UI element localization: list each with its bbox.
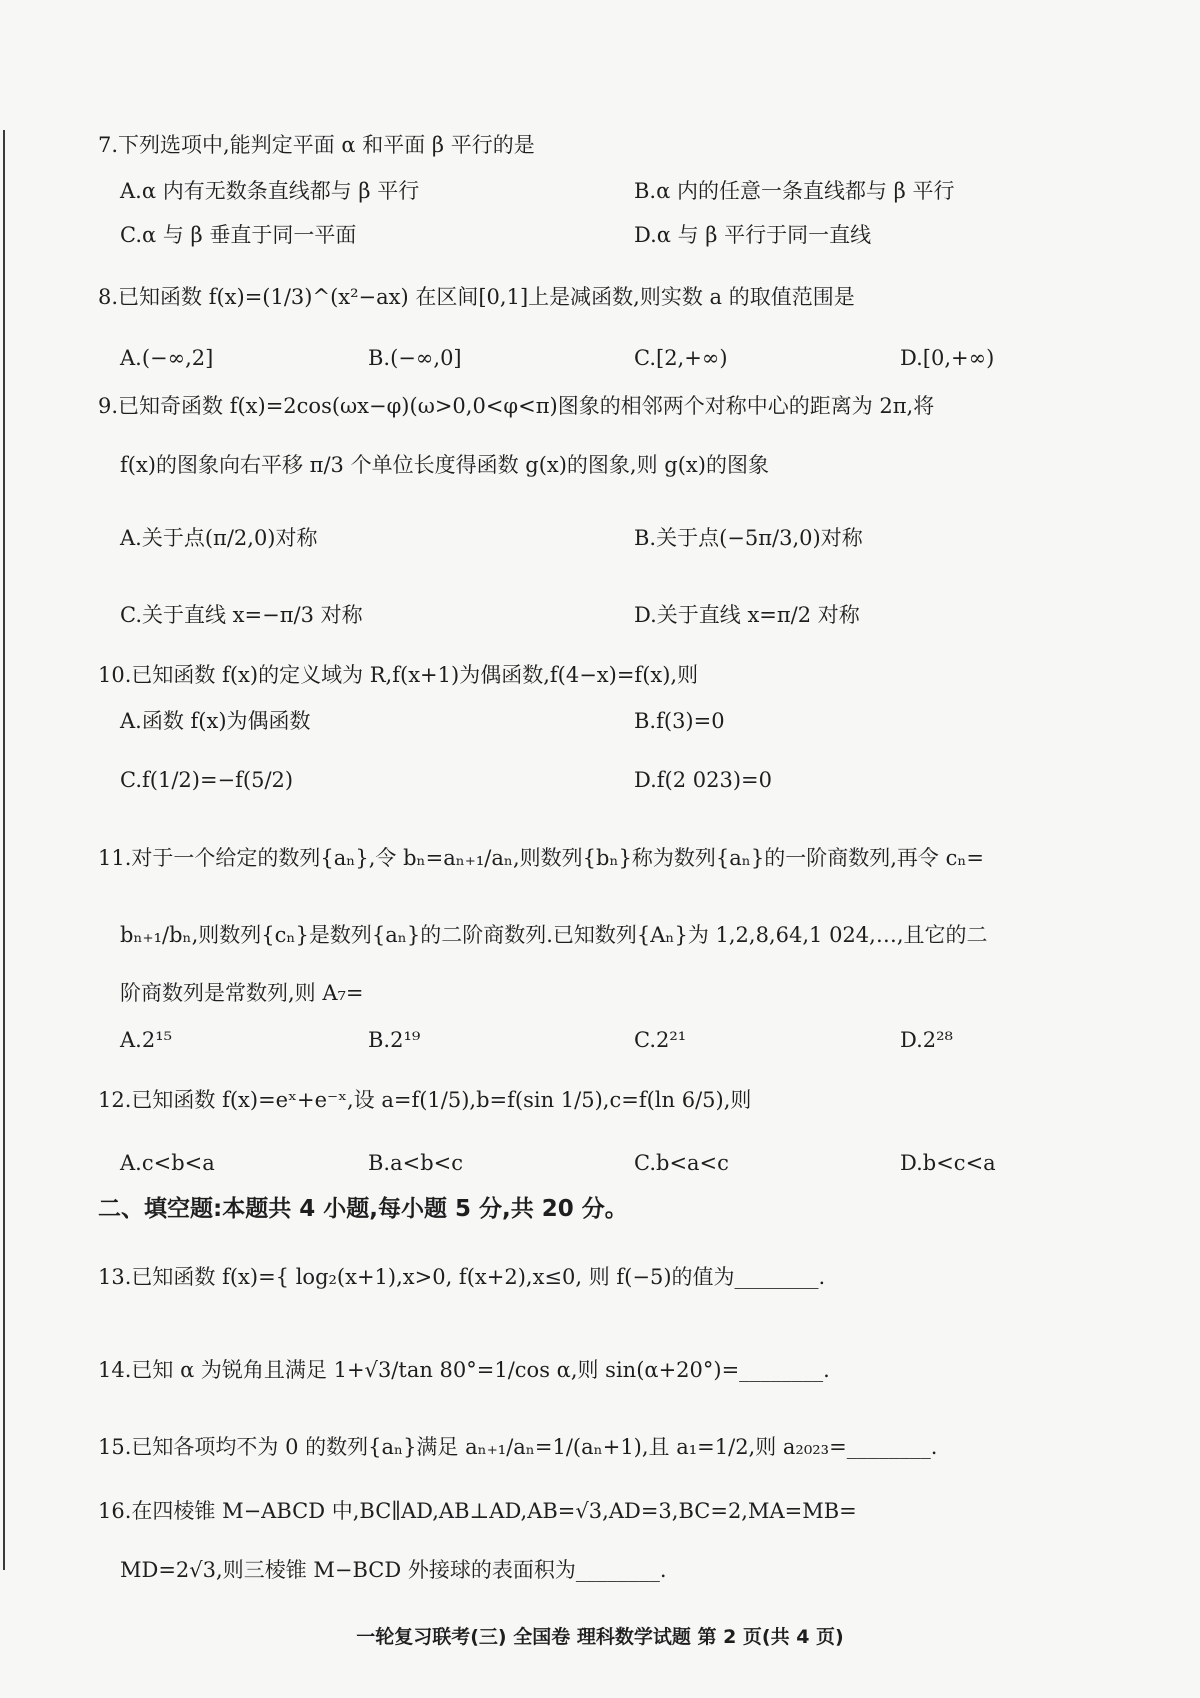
q7-option-d: D.α 与 β 平行于同一直线: [634, 223, 872, 247]
q16-line1: 16.在四棱锥 M−ABCD 中,BC∥AD,AB⊥AD,AB=√3,AD=3,BC=2,MA=MB=: [98, 1499, 857, 1523]
q15: 15.已知各项均不为 0 的数列{aₙ}满足 aₙ₊₁/aₙ=1/(aₙ+1),且 a₁=1/2,则 a₂₀₂₃=________.: [98, 1435, 938, 1459]
q9-option-b: B.关于点(−5π/3,0)对称: [634, 526, 863, 550]
q9-stem-line2: f(x)的图象向右平移 π/3 个单位长度得函数 g(x)的图象,则 g(x)的图象: [120, 453, 769, 477]
q11-option-c: C.2²¹: [634, 1028, 687, 1052]
q8-option-b: B.(−∞,0]: [368, 346, 462, 370]
q9-option-d: D.关于直线 x=π/2 对称: [634, 603, 860, 627]
q11-stem-line2: bₙ₊₁/bₙ,则数列{cₙ}是数列{aₙ}的二阶商数列.已知数列{Aₙ}为 1,2,8,64,1 024,…,且它的二: [120, 923, 988, 947]
section2-heading: 二、填空题:本题共 4 小题,每小题 5 分,共 20 分。: [98, 1196, 628, 1222]
q8-stem: 8.已知函数 f(x)=(1/3)^(x²−ax) 在区间[0,1]上是减函数,则实数 a 的取值范围是: [98, 285, 855, 309]
q9-option-a: A.关于点(π/2,0)对称: [120, 526, 318, 550]
q7-option-a: A.α 内有无数条直线都与 β 平行: [120, 179, 420, 203]
q10-stem: 10.已知函数 f(x)的定义域为 R,f(x+1)为偶函数,f(4−x)=f(x),则: [98, 663, 699, 687]
q7-option-b: B.α 内的任意一条直线都与 β 平行: [634, 179, 955, 203]
q16-line2: MD=2√3,则三棱锥 M−BCD 外接球的表面积为________.: [120, 1558, 667, 1582]
q7-option-c: C.α 与 β 垂直于同一平面: [120, 223, 357, 247]
q11-stem-line3: 阶商数列是常数列,则 A₇=: [120, 981, 364, 1005]
q14: 14.已知 α 为锐角且满足 1+√3/tan 80°=1/cos α,则 sin(α+20°)=________.: [98, 1358, 830, 1382]
q12-stem: 12.已知函数 f(x)=eˣ+e⁻ˣ,设 a=f(1/5),b=f(sin 1/5),c=f(ln 6/5),则: [98, 1088, 752, 1112]
q10-option-d: D.f(2 023)=0: [634, 768, 772, 792]
q11-stem-line1: 11.对于一个给定的数列{aₙ},令 bₙ=aₙ₊₁/aₙ,则数列{bₙ}称为数列{aₙ}的一阶商数列,再令 cₙ=: [98, 846, 985, 870]
q11-option-d: D.2²⁸: [900, 1028, 953, 1052]
q8-option-c: C.[2,+∞): [634, 346, 728, 370]
q11-option-b: B.2¹⁹: [368, 1028, 421, 1052]
q12-option-a: A.c<b<a: [120, 1151, 215, 1175]
q8-option-d: D.[0,+∞): [900, 346, 995, 370]
q10-option-b: B.f(3)=0: [634, 709, 725, 733]
q10-option-c: C.f(1/2)=−f(5/2): [120, 768, 294, 792]
q8-option-a: A.(−∞,2]: [120, 346, 214, 370]
q13: 13.已知函数 f(x)={ log₂(x+1),x>0, f(x+2),x≤0, 则 f(−5)的值为________.: [98, 1265, 826, 1289]
left-margin-line: [3, 130, 5, 1570]
q11-option-a: A.2¹⁵: [120, 1028, 173, 1052]
q12-option-d: D.b<c<a: [900, 1151, 996, 1175]
q12-option-b: B.a<b<c: [368, 1151, 464, 1175]
page-footer: 一轮复习联考(三) 全国卷 理科数学试题 第 2 页(共 4 页): [356, 1626, 844, 1648]
q7-stem: 7.下列选项中,能判定平面 α 和平面 β 平行的是: [98, 133, 535, 157]
q9-stem-line1: 9.已知奇函数 f(x)=2cos(ωx−φ)(ω>0,0<φ<π)图象的相邻两个对称中心的距离为 2π,将: [98, 394, 935, 418]
q10-option-a: A.函数 f(x)为偶函数: [120, 709, 311, 733]
q12-option-c: C.b<a<c: [634, 1151, 729, 1175]
q9-option-c: C.关于直线 x=−π/3 对称: [120, 603, 363, 627]
